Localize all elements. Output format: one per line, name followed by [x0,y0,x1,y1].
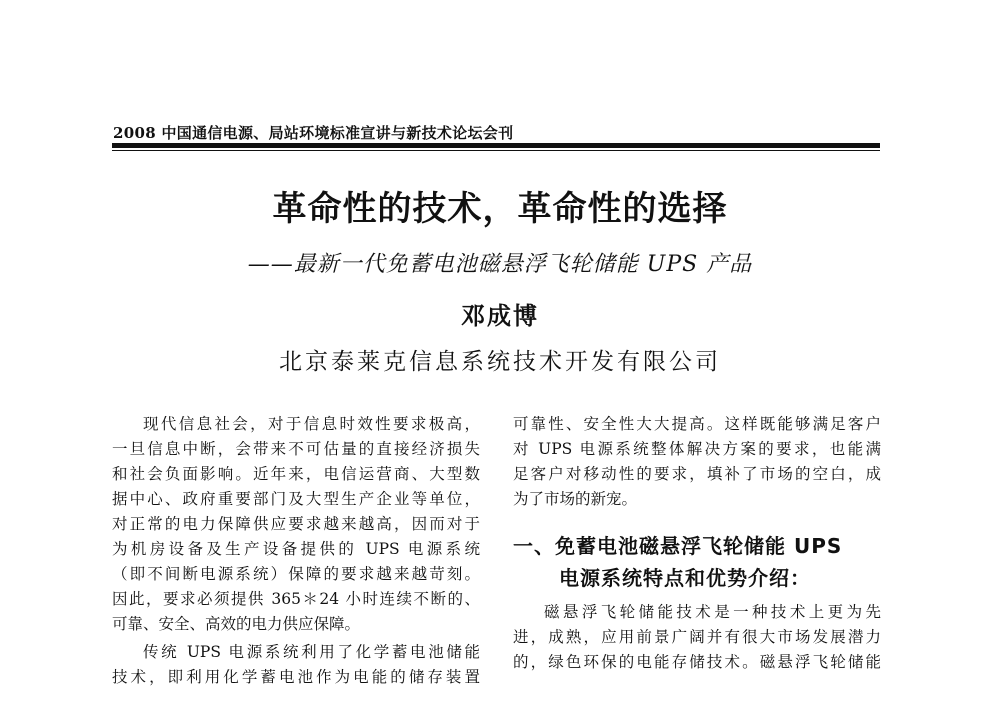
paragraph [513,412,881,512]
text-line: 一旦信息中断，会带来不可估量的直接经济损失 [112,440,480,458]
text-line: 因此，要求必须提供 365＊24 小时连续不断的、 [112,590,480,608]
section-heading-line: 一、免蓄电池磁悬浮飞轮储能 UPS [513,534,843,558]
text-line: 和社会负面影响。近年来，电信运营商、大型数 [112,465,480,483]
text-line: 为了市场的新宠。 [513,490,638,508]
paragraph [112,412,480,637]
text-line: 技术，即利用化学蓄电池作为电能的储存装置 [112,668,480,686]
paragraph [112,640,480,690]
paragraph [513,600,881,675]
author-affiliation: 北京泰莱克信息系统技术开发有限公司 [279,349,721,375]
header-rule-thick [112,143,880,148]
right-column [513,412,881,675]
text-line: 现代信息社会，对于信息时效性要求极高， [143,415,480,433]
left-column [112,412,480,690]
text-line: （即不间断电源系统）保障的要求越来越苛刻。 [112,565,480,583]
text-line: 进，成熟，应用前景广阔并有很大市场发展潜力 [513,628,881,646]
text-line: 对正常的电力保障供应要求越来越高，因而对于 [112,515,480,533]
text-line: 对 UPS 电源系统整体解决方案的要求，也能满 [513,440,881,458]
paper-subtitle: ——最新一代免蓄电池磁悬浮飞轮储能 UPS 产品 [247,252,753,277]
text-line: 可靠、安全、高效的电力供应保障。 [112,615,361,633]
text-line: 为机房设备及生产设备提供的 UPS 电源系统 [112,540,480,558]
text-line: 磁悬浮飞轮储能技术是一种技术上更为先 [544,603,881,621]
text-line: 足客户对移动性的要求，填补了市场的空白，成 [513,465,881,483]
section-heading-line: 电源系统特点和优势介绍： [559,566,811,590]
text-line: 据中心、政府重要部门及大型生产企业等单位， [112,490,480,508]
journal-header: 2008 中国通信电源、局站环境标准宣讲与新技术论坛会刊 [113,124,514,142]
section-heading [513,530,881,594]
text-line: 的，绿色环保的电能存储技术。磁悬浮飞轮储能 [513,653,881,671]
author-name: 邓成博 [461,301,539,330]
header-rule-thin [112,150,880,151]
paper-title: 革命性的技术，革命性的选择 [272,189,728,229]
text-line: 传统 UPS 电源系统利用了化学蓄电池储能 [143,643,480,661]
text-line: 可靠性、安全性大大提高。这样既能够满足客户 [513,415,881,433]
